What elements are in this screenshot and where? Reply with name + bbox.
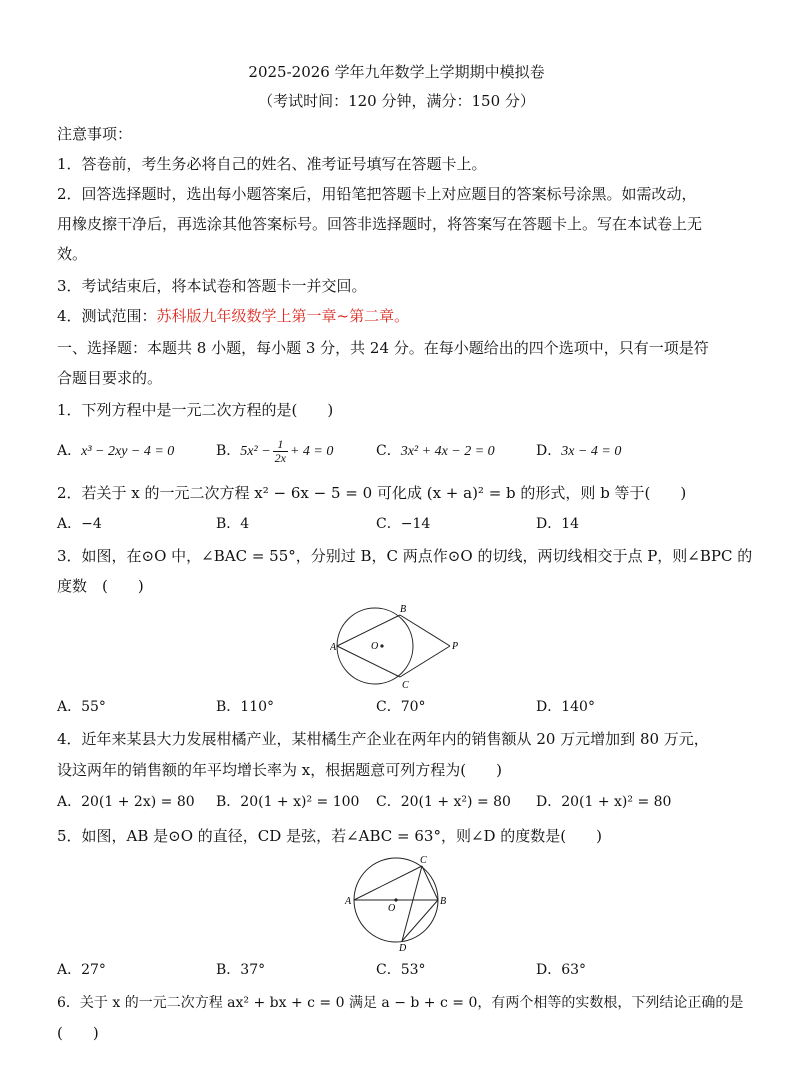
question-6-stem: 6．关于 x 的一元二次方程 ax² + bx + c = 0 满足 a − b + c = 0，有两个相等的实数根，下列结论正确的是	[57, 995, 744, 1011]
q1-option-a	[57, 441, 174, 462]
q5-option-c: C．53°	[376, 962, 426, 978]
option-letter: A．	[57, 443, 82, 459]
option-letter: D．	[536, 443, 562, 459]
scope-label: 4．测试范围：	[57, 307, 157, 325]
q4-option-b: B．20(1 + x)² = 100	[216, 794, 360, 810]
label-b: B	[400, 604, 407, 615]
label-a: A	[345, 896, 352, 907]
option-d-text: 3x − 4 = 0	[561, 444, 622, 459]
page-subtitle: （考试时间：120 分钟，满分：150 分）	[258, 92, 535, 110]
q3-figure	[330, 600, 466, 692]
question-2-stem: 2．若关于 x 的一元二次方程 x² − 6x − 5 = 0 可化成 (x + a)² = b 的形式，则 b 等于( )	[57, 484, 687, 502]
notice-item: 3．考试结束后，将本试卷和答题卡一并交回。	[57, 277, 367, 295]
fraction-numerator: 1	[273, 438, 288, 452]
q3-option-d: D．140°	[536, 699, 595, 715]
question-3-stem-cont: 度数 ( )	[57, 577, 144, 595]
q3-option-c: C．70°	[376, 699, 426, 715]
notice-item: 效。	[57, 245, 88, 263]
label-c: C	[402, 680, 409, 691]
question-6-stem-cont: ( )	[57, 1024, 99, 1042]
label-p: P	[452, 641, 459, 652]
notice-item: 用橡皮擦干净后，再选涂其他答案标号。回答非选择题时，将答案写在答题卡上。写在本试卷上无	[57, 215, 703, 233]
q5-figure	[344, 852, 454, 952]
label-o: O	[388, 903, 396, 914]
label-c: C	[420, 855, 427, 866]
q4-option-d: D．20(1 + x)² = 80	[536, 794, 672, 810]
q5-option-a: A．27°	[57, 962, 106, 978]
q2-option-a: A．−4	[57, 516, 102, 532]
section-heading: 一、选择题：本题共 8 小题，每小题 3 分，共 24 分。在每小题给出的四个选项中，只有一项是符	[57, 339, 709, 357]
notice-item: 1．答卷前，考生务必将自己的姓名、准考证号填写在答题卡上。	[57, 155, 487, 173]
q2-option-d: D．14	[536, 516, 580, 532]
option-b-post: + 4 = 0	[289, 444, 334, 459]
question-3-stem: 3．如图，在⊙O 中，∠BAC = 55°，分别过 B，C 两点作⊙O 的切线，两切线相交于点 P，则∠BPC 的	[57, 547, 753, 565]
fraction	[273, 438, 288, 465]
notice-item: 2．回答选择题时，选出每小题答案后，用铅笔把答题卡上对应题目的答案标号涂黑。如需改动，	[57, 185, 697, 203]
scope-value: 苏科版九年级数学上第一章~第二章。	[156, 307, 410, 325]
q3-option-a: A．55°	[57, 699, 106, 715]
notice-heading: 注意事项：	[57, 125, 133, 143]
option-c-text: 3x² + 4x − 2 = 0	[400, 444, 495, 459]
label-d: D	[399, 943, 407, 952]
q1-option-b	[216, 433, 333, 470]
question-1-stem: 1．下列方程中是一元二次方程的是( )	[57, 401, 334, 419]
label-b: B	[440, 896, 447, 907]
section-heading-cont: 合题目要求的。	[57, 369, 163, 387]
fraction-denominator: 2x	[274, 450, 286, 465]
q4-option-a: A．20(1 + 2x) = 80	[57, 794, 195, 810]
q2-option-c: C．−14	[376, 516, 431, 532]
option-b-pre: 5x² −	[240, 444, 271, 459]
page-title: 2025-2026 学年九年数学上学期期中模拟卷	[248, 63, 545, 81]
question-4-stem: 4．近年来某县大力发展柑橘产业，某柑橘生产企业在两年内的销售额从 20 万元增加到 80 万元，	[57, 730, 709, 748]
label-a: A	[330, 642, 337, 653]
label-o: O	[371, 641, 379, 652]
question-5-stem: 5．如图，AB 是⊙O 的直径，CD 是弦，若∠ABC = 63°，则∠D 的度数是( )	[57, 827, 603, 845]
q5-option-d: D．63°	[536, 962, 587, 978]
notice-scope	[57, 306, 409, 326]
q1-option-d	[536, 441, 621, 462]
option-letter: B．	[216, 443, 241, 459]
q3-option-b: B．110°	[216, 699, 275, 715]
q2-option-b: B．4	[216, 516, 250, 532]
option-a-text: x³ − 2xy − 4 = 0	[81, 444, 175, 459]
q1-option-c	[376, 441, 495, 462]
q4-option-c: C．20(1 + x²) = 80	[376, 794, 511, 810]
q5-option-b: B．37°	[216, 962, 266, 978]
option-letter: C．	[376, 443, 401, 459]
question-4-stem-cont: 设这两年的销售额的年平均增长率为 x，根据题意可列方程为( )	[57, 761, 502, 779]
